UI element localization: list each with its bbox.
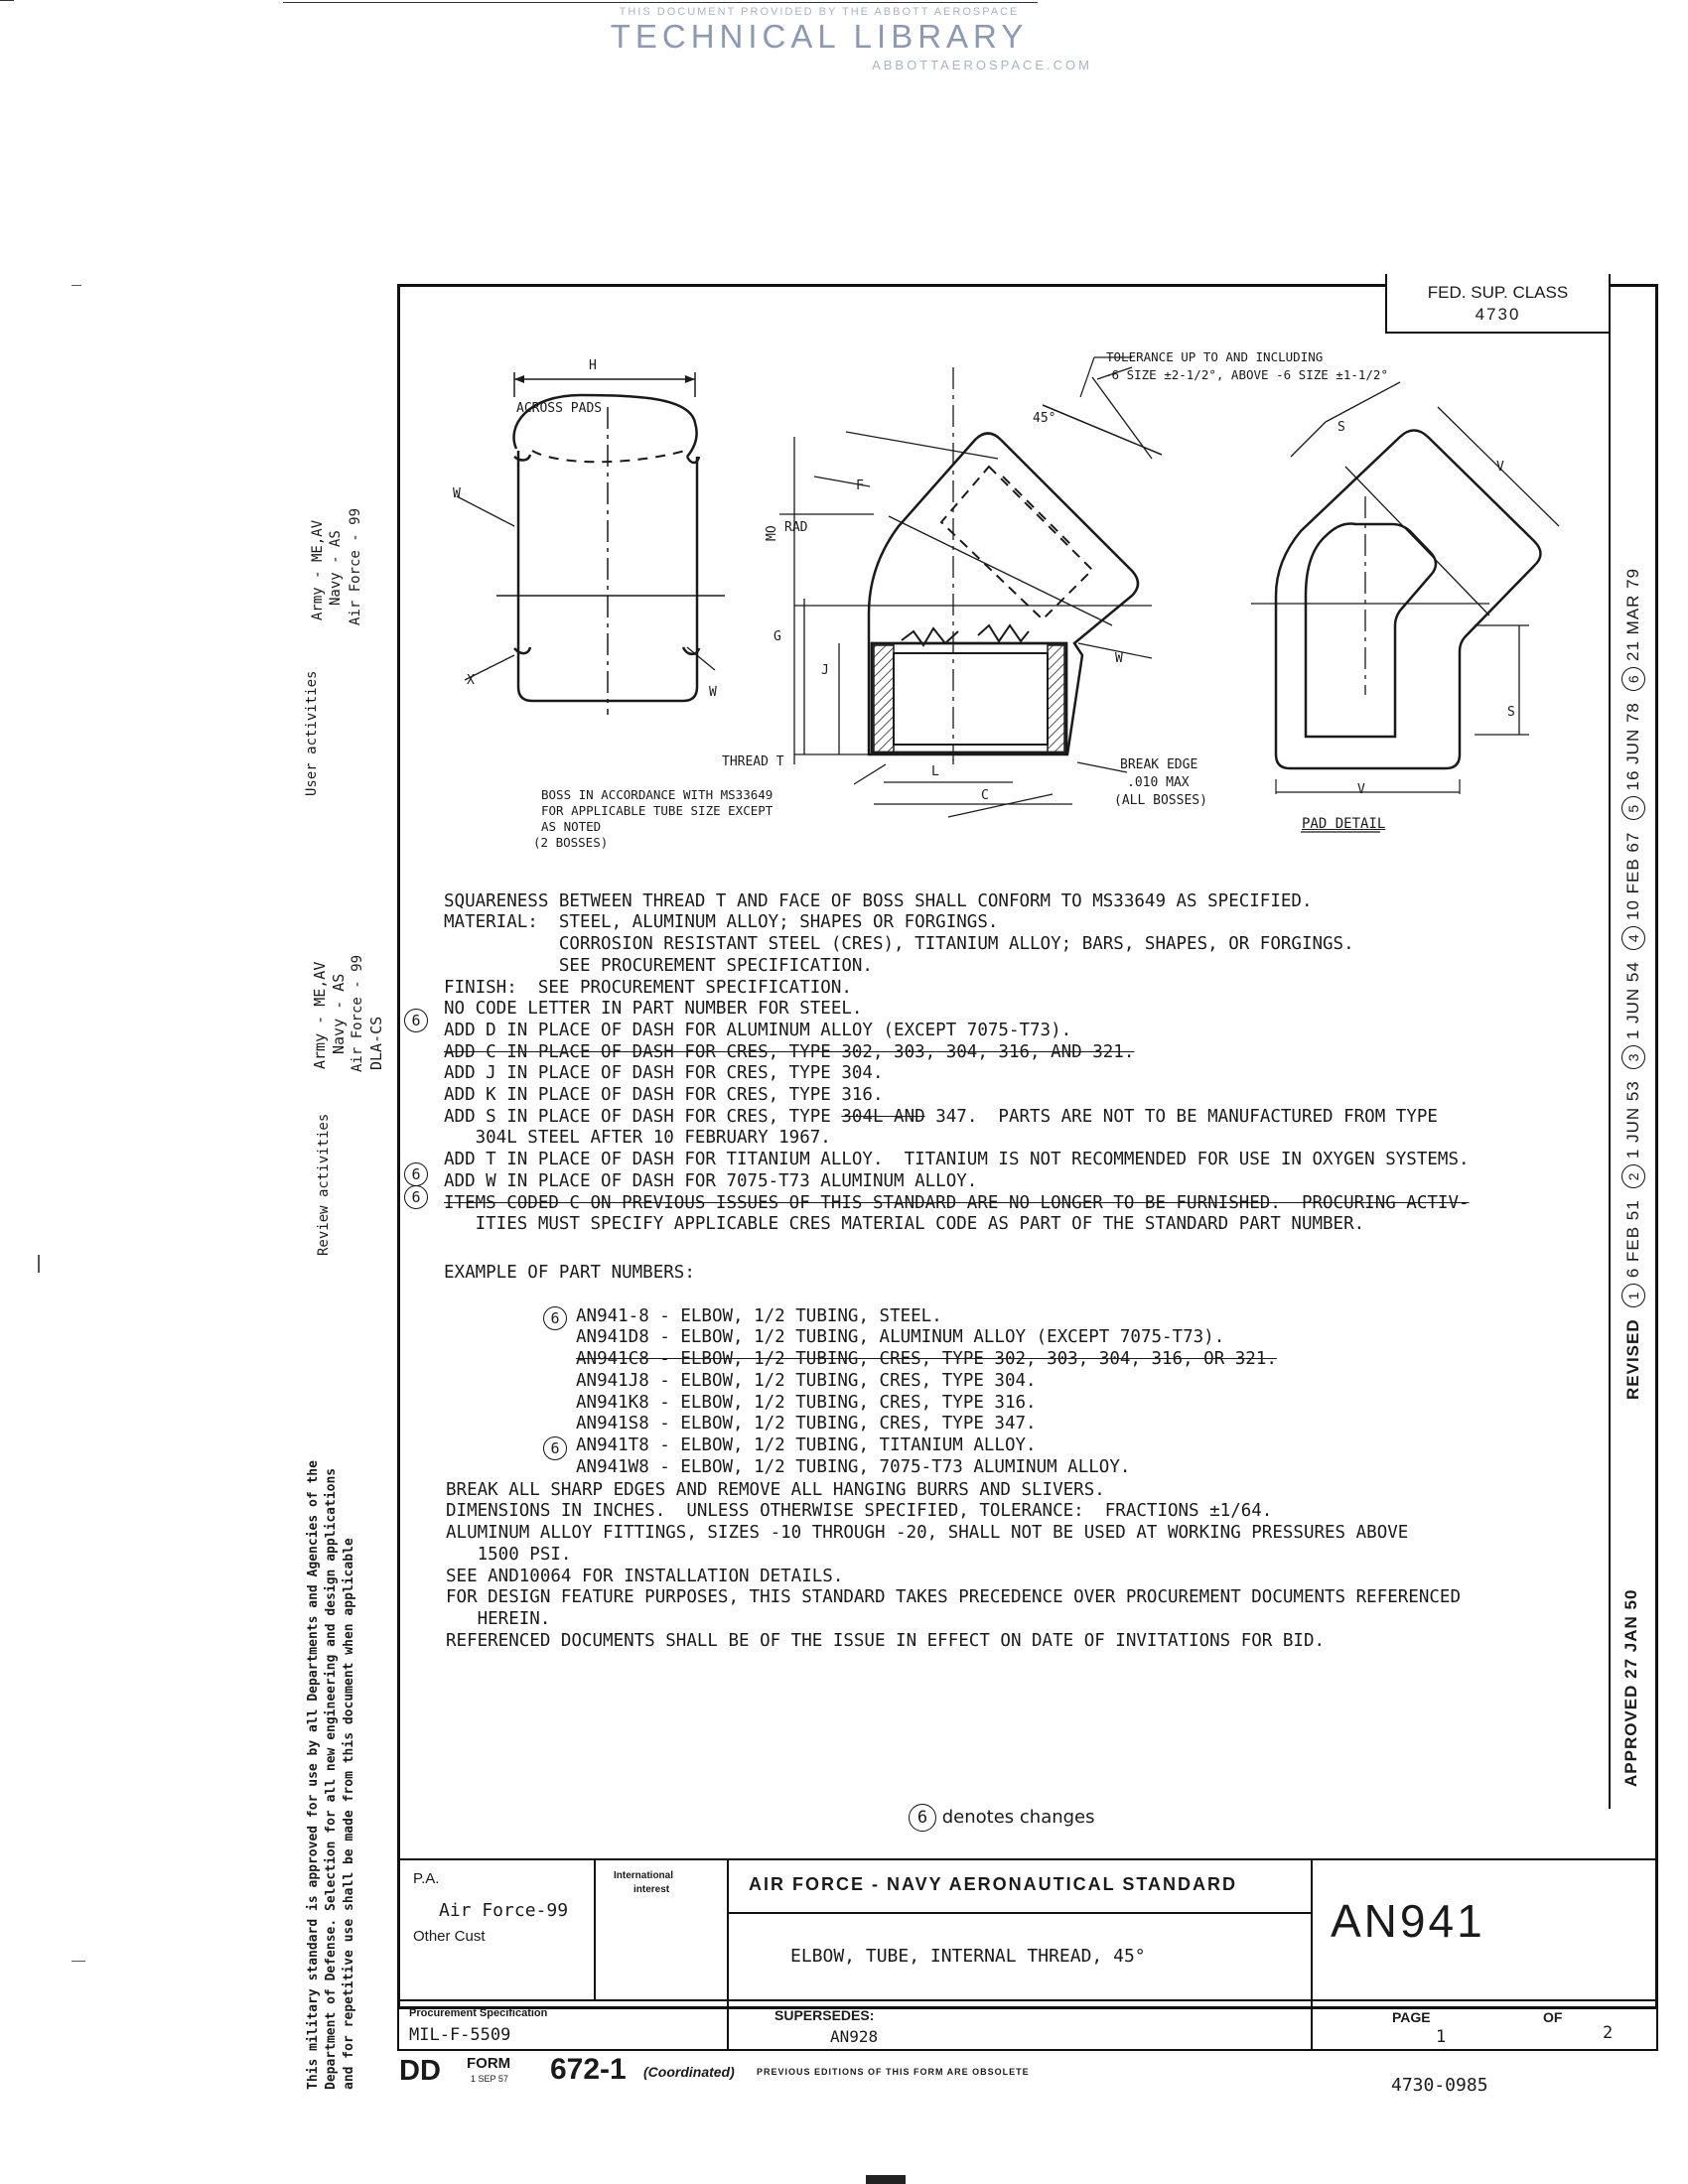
fsc-value: 4730: [1475, 305, 1521, 324]
note-line: ADD T IN PLACE OF DASH FOR TITANIUM ALLOY. TITANIUM IS NOT RECOMMENDED FOR USE IN OXYGEN SYSTEMS.: [444, 1150, 1470, 1170]
break-edge-2: .010 MAX: [1127, 775, 1190, 790]
dim-c: C: [981, 788, 989, 803]
note-s-end: 347. PARTS ARE NOT TO BE MANUFACTURED FROM TYPE: [924, 1106, 1438, 1127]
supersedes-cell: [727, 1999, 1313, 2051]
denotes-changes-text: denotes changes: [941, 1807, 1095, 1828]
of-label: OF: [1543, 2009, 1563, 2025]
dim-s-top: S: [1337, 420, 1345, 435]
note-line-struck: ITEMS CODED C ON PREVIOUS ISSUES OF THIS STANDARD ARE NO LONGER TO BE FURNISHED. PROCURING ACTIV-: [444, 1192, 1470, 1213]
note-line: CORROSION RESISTANT STEEL (CRES), TITANIUM ALLOY; BARS, SHAPES, OR FORGINGS.: [444, 934, 1354, 955]
watermark-title: TECHNICAL LIBRARY: [610, 18, 1029, 55]
revision-date: 1 JUN 53: [1623, 1080, 1642, 1160]
revision-number: 4: [1621, 926, 1645, 950]
note-line: ADD W IN PLACE OF DASH FOR 7075-T73 ALUMINUM ALLOY.: [444, 1170, 978, 1191]
dim-v-top: V: [1496, 460, 1504, 475]
general-note: 1500 PSI.: [446, 1544, 572, 1565]
of-value: 2: [1603, 2023, 1614, 2043]
review-dla: DLA-CS: [367, 1016, 385, 1070]
general-notes: [446, 1458, 1461, 1674]
corner-rule: [0, 0, 14, 1]
fsc-label: FED. SUP. CLASS: [1427, 283, 1569, 302]
intl-line-2: interest: [633, 1884, 670, 1895]
boss-note-1: BOSS IN ACCORDANCE WITH MS33649: [541, 787, 774, 802]
supersedes-label: SUPERSEDES:: [774, 2007, 875, 2023]
revision-date: 16 JUN 78: [1623, 702, 1642, 791]
note-line: ITIES MUST SPECIFY APPLICABLE CRES MATERIAL CODE AS PART OF THE STANDARD PART NUMBER.: [444, 1214, 1365, 1235]
intl-cell: [594, 1858, 729, 2001]
revision-number: 3: [1621, 1045, 1645, 1069]
review-air-force: Air Force - 99: [350, 954, 365, 1072]
example-item: AN941T8 - ELBOW, 1/2 TUBING, TITANIUM ALLOY.: [576, 1434, 1037, 1455]
example-item-struck: AN941C8 - ELBOW, 1/2 TUBING, CRES, TYPE 302, 303, 304, 316, OR 321.: [576, 1349, 1277, 1370]
review-navy: Navy - AS: [330, 973, 348, 1054]
review-activities-label: Review activities: [316, 1113, 332, 1256]
note-line: ADD K IN PLACE OF DASH FOR CRES, TYPE 316.: [444, 1085, 884, 1106]
note-line: 304L STEEL AFTER 10 FEBRUARY 1967.: [444, 1128, 831, 1149]
boss-note-2: FOR APPLICABLE TUBE SIZE EXCEPT: [541, 803, 774, 818]
dim-w-section: W: [1115, 651, 1123, 666]
notes-block: [444, 870, 1470, 1258]
example-item: AN941W8 - ELBOW, 1/2 TUBING, 7075-T73 ALUMINUM ALLOY.: [576, 1456, 1131, 1477]
change-marker: 6: [543, 1436, 567, 1460]
angle-label: 45°: [1033, 411, 1056, 426]
fed-sup-class-box: [1385, 274, 1609, 334]
general-note: BREAK ALL SHARP EDGES AND REMOVE ALL HANGING BURRS AND SLIVERS.: [446, 1479, 1105, 1500]
watermark-url: ABBOTTAEROSPACE.COM: [872, 58, 1092, 72]
note-line: FINISH: SEE PROCUREMENT SPECIFICATION.: [444, 977, 852, 998]
across-pads-label: ACROSS PADS: [516, 401, 603, 416]
page-value: 1: [1436, 2027, 1447, 2047]
pad-detail-view: [1251, 382, 1559, 832]
tolerance-line-1: TOLERANCE UP TO AND INCLUDING: [1106, 349, 1324, 364]
revision-date: 21 MAR 79: [1623, 567, 1642, 661]
rad-label: RAD: [784, 520, 808, 535]
dim-w-right: W: [709, 685, 717, 700]
dim-f: F: [856, 478, 864, 493]
end-view: [457, 372, 725, 715]
pa-cell: [397, 1858, 596, 2001]
boss-note-3: AS NOTED: [541, 819, 602, 834]
dim-h: H: [589, 358, 597, 373]
page-label: PAGE: [1392, 2009, 1431, 2025]
example-item: AN941-8 - ELBOW, 1/2 TUBING, STEEL.: [576, 1305, 942, 1326]
thread-label: THREAD T: [722, 754, 784, 769]
other-cust: Other Cust: [413, 1928, 486, 1945]
note-line: SEE PROCUREMENT SPECIFICATION.: [444, 955, 873, 976]
revised-label: REVISED: [1623, 1318, 1642, 1400]
proc-spec-cell: [397, 1999, 729, 2051]
dim-x: X: [467, 673, 475, 688]
note-line: MATERIAL: STEEL, ALUMINUM ALLOY; SHAPES OR FORGINGS.: [444, 912, 999, 933]
change-marker: 6: [404, 1185, 428, 1209]
part-title-cell: [727, 1912, 1313, 2001]
watermark-line-1: THIS DOCUMENT PROVIDED BY THE ABBOTT AEROSPACE: [619, 6, 1020, 18]
margin-mark: [71, 285, 81, 286]
note-line: ADD D IN PLACE OF DASH FOR ALUMINUM ALLOY (EXCEPT 7075-T73).: [444, 1020, 1072, 1040]
pa-value: Air Force-99: [439, 1900, 569, 1921]
revision-number: 2: [1621, 1164, 1645, 1188]
dim-w-left: W: [453, 486, 461, 501]
revision-date: 10 FEB 67: [1623, 831, 1642, 920]
denotes-changes: [909, 1804, 1095, 1832]
footer-coordinated: (Coordinated): [643, 2064, 735, 2080]
note-line-s: [444, 1107, 1470, 1129]
pad-detail-label: PAD DETAIL: [1302, 816, 1386, 832]
standard-title: AIR FORCE - NAVY AERONAUTICAL STANDARD: [749, 1874, 1238, 1894]
dim-j: J: [821, 663, 829, 678]
legal-line-3: and for repetitive use shall be made from this document when applicable: [342, 1538, 356, 2090]
part-title: ELBOW, TUBE, INTERNAL THREAD, 45°: [790, 1946, 1146, 1967]
footer-dd: DD: [399, 2055, 441, 2087]
general-note: REFERENCED DOCUMENTS SHALL BE OF THE ISSUE IN EFFECT ON DATE OF INVITATIONS FOR BID.: [446, 1630, 1326, 1651]
change-marker: 6: [404, 1162, 428, 1186]
note-line: NO CODE LETTER IN PART NUMBER FOR STEEL.: [444, 999, 863, 1020]
page-edge-mark: [866, 2175, 906, 2184]
footer-form-date: 1 SEP 57: [471, 2074, 508, 2084]
general-note: ALUMINUM ALLOY FITTINGS, SIZES -10 THROUGH -20, SHALL NOT BE USED AT WORKING PRESSURES ABOVE: [446, 1523, 1409, 1544]
standard-title-cell: [727, 1858, 1313, 1914]
title-block-lower: [397, 1999, 1658, 2051]
footer-form-number: 672-1: [550, 2053, 627, 2086]
user-activities-label: User activities: [304, 670, 320, 796]
approved-label: APPROVED 27 JAN 50: [1621, 1588, 1640, 1787]
tolerance-line-2: -6 SIZE ±2-1/2°, ABOVE -6 SIZE ±1-1/2°: [1104, 367, 1388, 382]
revision-number: 6: [1621, 667, 1645, 691]
note-s-struck: 304L AND: [841, 1106, 925, 1127]
supersedes-value: AN928: [830, 2027, 879, 2046]
dim-s-right: S: [1507, 705, 1515, 720]
general-note: DIMENSIONS IN INCHES. UNLESS OTHERWISE SPECIFIED, TOLERANCE: FRACTIONS ±1/64.: [446, 1501, 1273, 1522]
page-cell: [1311, 1999, 1658, 2051]
note-s-start: ADD S IN PLACE OF DASH FOR CRES, TYPE: [444, 1106, 842, 1127]
revision-number: 5: [1621, 796, 1645, 820]
review-army: Army - ME,AV: [311, 961, 329, 1069]
top-rule: [283, 2, 1038, 3]
break-edge-1: BREAK EDGE: [1120, 757, 1198, 772]
part-number: AN941: [1331, 1895, 1485, 1947]
example-item: AN941J8 - ELBOW, 1/2 TUBING, CRES, TYPE 304.: [576, 1370, 1037, 1391]
example-item: AN941S8 - ELBOW, 1/2 TUBING, CRES, TYPE 347.: [576, 1414, 1037, 1434]
example-item: AN941K8 - ELBOW, 1/2 TUBING, CRES, TYPE 316.: [576, 1392, 1037, 1413]
dim-l: L: [931, 764, 939, 779]
margin-mark: [38, 1255, 40, 1273]
note-line-struck: ADD C IN PLACE OF DASH FOR CRES, TYPE 302, 303, 304, 316, AND 321.: [444, 1041, 1135, 1062]
revisions-line: [1621, 568, 1645, 1400]
note-line: ADD J IN PLACE OF DASH FOR CRES, TYPE 304.: [444, 1063, 884, 1084]
note-line: SQUARENESS BETWEEN THREAD T AND FACE OF BOSS SHALL CONFORM TO MS33649 AS SPECIFIED.: [444, 890, 1313, 911]
margin-mark: [71, 1961, 85, 1962]
change-marker: 6: [404, 1009, 428, 1032]
legal-line-1: This military standard is approved for use by all Departments and Agencies of the: [306, 1460, 321, 2090]
revision-number: 1: [1621, 1284, 1645, 1307]
user-army: Army - ME,AV: [310, 519, 326, 620]
intl-line-1: International: [614, 1870, 674, 1881]
pa-label: P.A.: [413, 1870, 440, 1887]
section-view: [779, 357, 1162, 817]
user-navy: Navy - AS: [328, 530, 344, 606]
proc-spec-value: MIL-F-5509: [409, 2025, 511, 2045]
proc-spec-label: Procurement Specification: [409, 2007, 548, 2019]
general-note: SEE AND10064 FOR INSTALLATION DETAILS.: [446, 1566, 844, 1586]
dim-g: G: [774, 629, 781, 644]
general-note: FOR DESIGN FEATURE PURPOSES, THIS STANDARD TAKES PRECEDENCE OVER PROCUREMENT DOCUMENTS REFERENCED: [446, 1587, 1461, 1608]
part-number-cell: [1311, 1858, 1658, 2001]
title-block: [397, 1858, 1658, 2007]
footer-stock-number: 4730-0985: [1391, 2075, 1488, 2096]
legal-line-2: Department of Defense. Selection for all new engineering and design applications: [324, 1467, 339, 2090]
footer-form-label: FORM: [467, 2055, 511, 2072]
example-item: AN941D8 - ELBOW, 1/2 TUBING, ALUMINUM ALLOY (EXCEPT 7075-T73).: [576, 1327, 1225, 1348]
revision-date: 1 JUN 54: [1623, 961, 1642, 1040]
change-marker: 6: [543, 1306, 567, 1330]
break-edge-3: (ALL BOSSES): [1114, 793, 1207, 808]
general-note: HEREIN.: [446, 1608, 551, 1629]
boss-note-4: (2 BOSSES): [533, 835, 609, 850]
mo-label: MO: [765, 525, 779, 541]
dim-v-bottom: V: [1357, 782, 1365, 797]
change-marker: 6: [909, 1804, 936, 1832]
footer-obsolete: PREVIOUS EDITIONS OF THIS FORM ARE OBSOLETE: [757, 2067, 1030, 2077]
example-heading: EXAMPLE OF PART NUMBERS:: [444, 1263, 695, 1283]
user-air-force: Air Force - 99: [348, 507, 363, 625]
revision-date: 6 FEB 51: [1623, 1199, 1642, 1279]
